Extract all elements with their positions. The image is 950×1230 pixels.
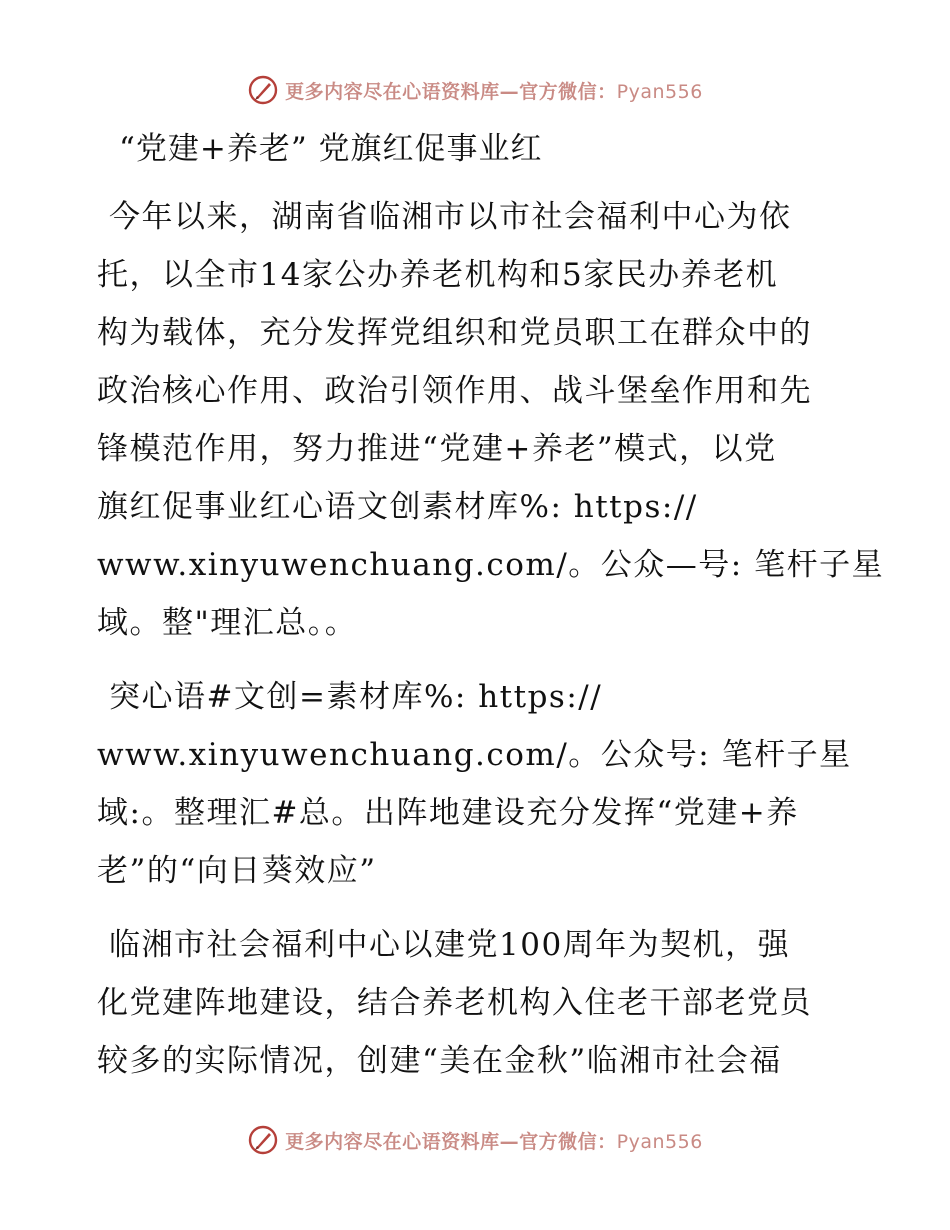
text-line: www.xinyuwenchuang.com/。公众号: 笔杆子星 [97,737,852,773]
text-line: 较多的实际情况，创建“美在金秋”临湘市社会福 [97,1043,782,1079]
quill-logo-icon [247,74,279,106]
watermark-wechat-id: Pyan556 [616,1130,703,1153]
text-line: 域。整"理汇总。。 [97,605,358,641]
text-line: 临湘市社会福利中心以建党100周年为契机，强 [109,927,791,963]
text-line: 托，以全市14家公办养老机构和5家民办养老机 [97,257,779,293]
paragraph-1 [97,188,885,652]
paragraph-3 [97,916,857,1090]
text-line: www.xinyuwenchuang.com/。公众—号: 笔杆子星 [97,547,885,583]
text-line: 构为载体，充分发挥党组织和党员职工在群众中的 [97,315,812,351]
watermark-text [285,1127,703,1154]
text-line: 突心语#文创=素材库%: https:// [109,679,603,715]
text-line: 域:。整理汇#总。出阵地建设充分发挥“党建+养 [97,795,799,831]
article-title: “党建+养老” 党旗红促事业红 [119,131,543,167]
text-line: 锋模范作用，努力推进“党建+养老”模式，以党 [97,431,777,467]
text-line: 老”的“向日葵效应” [97,853,377,889]
text-line: 今年以来，湖南省临湘市以市社会福利中心为依 [109,199,792,235]
watermark-main-text: 更多内容尽在心语资料库—官方微信： [285,1130,617,1153]
text-line: 旗红促事业红心语文创素材库%: https:// [97,489,698,525]
quill-logo-icon [247,1124,279,1156]
watermark-wechat-id: Pyan556 [616,80,703,103]
document-body [97,124,885,1106]
text-line: 政治核心作用、政治引领作用、战斗堡垒作用和先 [97,373,812,409]
watermark-text [285,77,703,104]
header-watermark [0,70,950,110]
footer-watermark [0,1120,950,1160]
text-line: 化党建阵地建设，结合养老机构入住老干部老党员 [97,985,812,1021]
watermark-main-text: 更多内容尽在心语资料库—官方微信： [285,80,617,103]
paragraph-2 [97,668,857,900]
